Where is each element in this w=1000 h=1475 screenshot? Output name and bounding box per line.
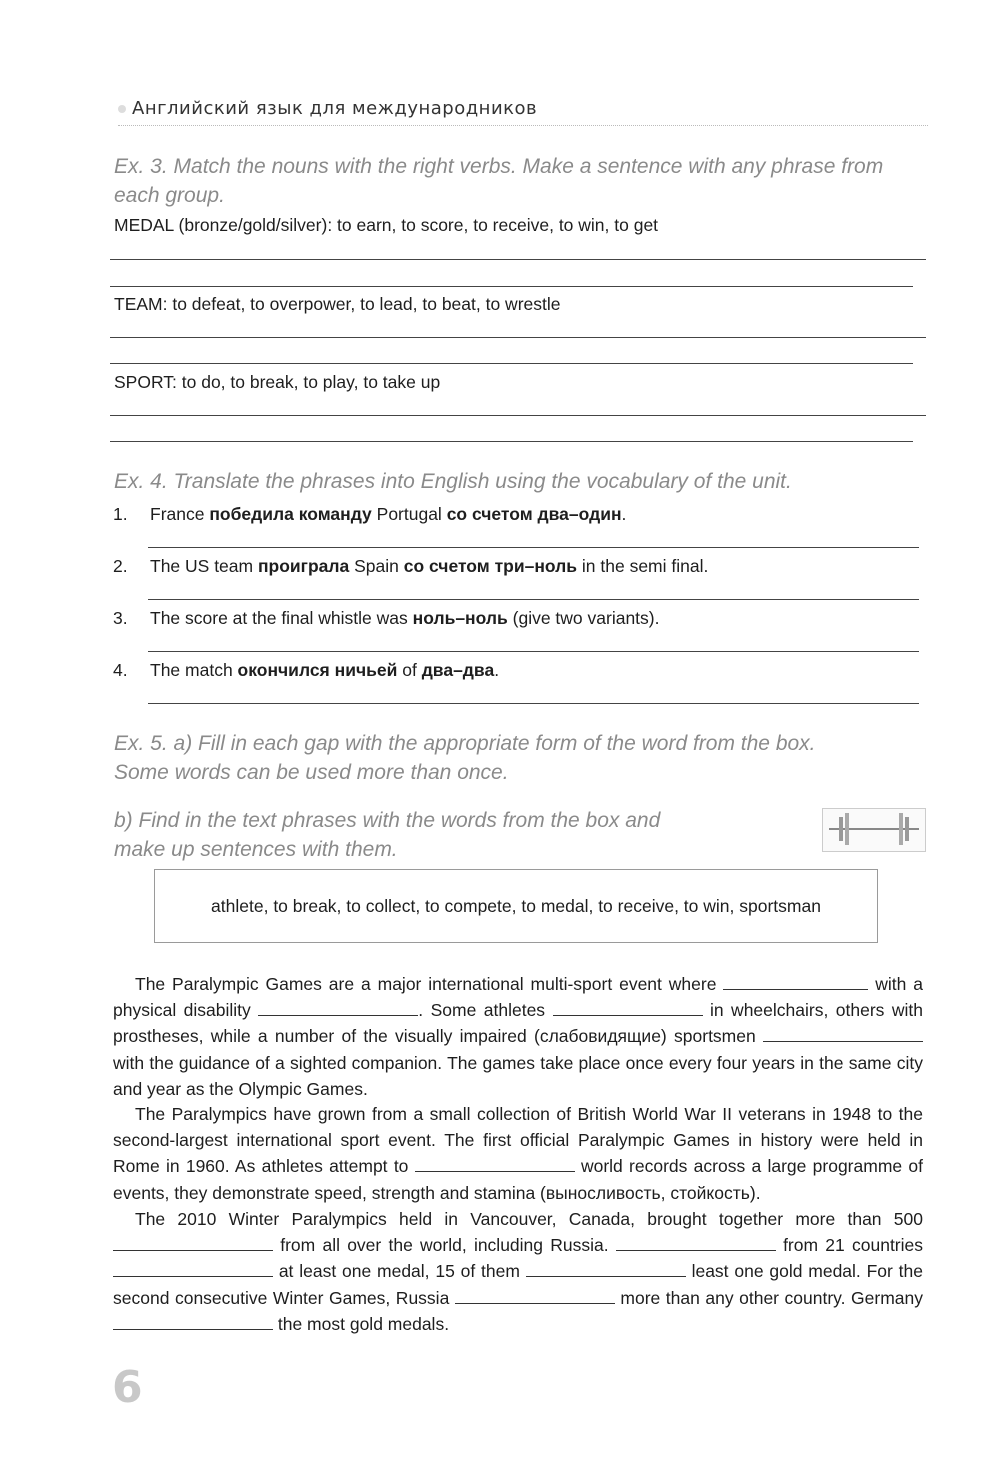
- fill-gap[interactable]: [455, 1289, 615, 1304]
- running-header: [118, 98, 928, 126]
- fill-gap[interactable]: [113, 1262, 273, 1277]
- ex4-item-number: 4.: [113, 660, 128, 680]
- word-box-text: athlete, to break, to collect, to compete, to medal, to receive, to win, sportsman: [211, 895, 821, 916]
- ex3-title: Ex. 3. Match the nouns with the right verbs. Make a sentence with any phrase from each group.: [114, 155, 884, 207]
- page-number: 6: [112, 1362, 143, 1413]
- header-bullet-icon: [118, 105, 126, 113]
- paragraph-3: The 2010 Winter Paralympics held in Vancouver, Canada, brought together more than 500 from all over the world, including Russia. from 21 countries at least one medal, 15 of them least one gold medal. For the second consecutive Winter Games, Russia more than any other country. Germany the most gold medals.: [113, 1209, 924, 1334]
- fill-gap[interactable]: [415, 1157, 575, 1172]
- ex5-title-b: b) Find in the text phrases with the words from the box and make up sentences with them.: [114, 809, 661, 861]
- weightlifting-barbell-icon: [822, 808, 926, 852]
- fill-gap[interactable]: [723, 975, 868, 990]
- fill-gap[interactable]: [616, 1236, 776, 1251]
- answer-line[interactable]: [148, 599, 919, 600]
- paragraph-2: The Paralympics have grown from a small collection of British World War II veterans in 1948 to the second-largest international sport event. The first official Paralympic Games in history were held in Rome in 1960. As athletes attempt to world records across a large programme of events, they demonstrate speed, strength and stamina (выносливость, стойкость).: [113, 1104, 923, 1203]
- header-title: Английский язык для международников: [132, 98, 538, 119]
- ex4-title: Ex. 4. Translate the phrases into English using the vocabulary of the unit.: [114, 470, 792, 493]
- fill-gap[interactable]: [553, 1001, 703, 1016]
- ex4-item-number: 2.: [113, 556, 128, 576]
- answer-line[interactable]: [110, 337, 926, 338]
- fill-gap[interactable]: [526, 1262, 686, 1277]
- word-box: [154, 869, 878, 943]
- answer-line[interactable]: [110, 259, 926, 260]
- ex4-item-1: France победила команду Portugal со счетом два–один.: [150, 504, 627, 524]
- answer-line[interactable]: [110, 363, 913, 364]
- answer-line[interactable]: [148, 703, 919, 704]
- answer-line[interactable]: [110, 286, 913, 287]
- ex3-team-line: TEAM: to defeat, to overpower, to lead, to beat, to wrestle: [114, 294, 561, 314]
- fill-gap[interactable]: [763, 1027, 923, 1042]
- ex4-item-2: The US team проиграла Spain со счетом три–ноль in the semi final.: [150, 556, 709, 576]
- paragraph-1: The Paralympic Games are a major international multi-sport event where with a physical disability . Some athletes in wheelchairs, others with prostheses, while a number of the visually impaired (слабовидящие) sportsmen with the guidance of a sighted companion. The games take place once every four years in the same city and year as the Olympic Games.: [113, 974, 924, 1099]
- ex4-item-4: The match окончился ничьей of два–два.: [150, 660, 500, 680]
- ex3-medal-line: MEDAL (bronze/gold/silver): to earn, to score, to receive, to win, to get: [114, 215, 659, 235]
- answer-line[interactable]: [110, 415, 926, 416]
- ex4-item-number: 1.: [113, 504, 128, 524]
- fill-gap[interactable]: [113, 1236, 273, 1251]
- ex3-sport-line: SPORT: to do, to break, to play, to take up: [114, 372, 441, 392]
- fill-gap[interactable]: [258, 1001, 418, 1016]
- answer-line[interactable]: [110, 441, 913, 442]
- ex4-item-3: The score at the final whistle was ноль–ноль (give two variants).: [150, 608, 660, 628]
- ex4-item-number: 3.: [113, 608, 128, 628]
- fill-gap[interactable]: [113, 1315, 273, 1330]
- answer-line[interactable]: [148, 547, 919, 548]
- ex5-title-a: Ex. 5. a) Fill in each gap with the appropriate form of the word from the box. Some words can be used more than once.: [114, 732, 816, 784]
- answer-line[interactable]: [148, 651, 919, 652]
